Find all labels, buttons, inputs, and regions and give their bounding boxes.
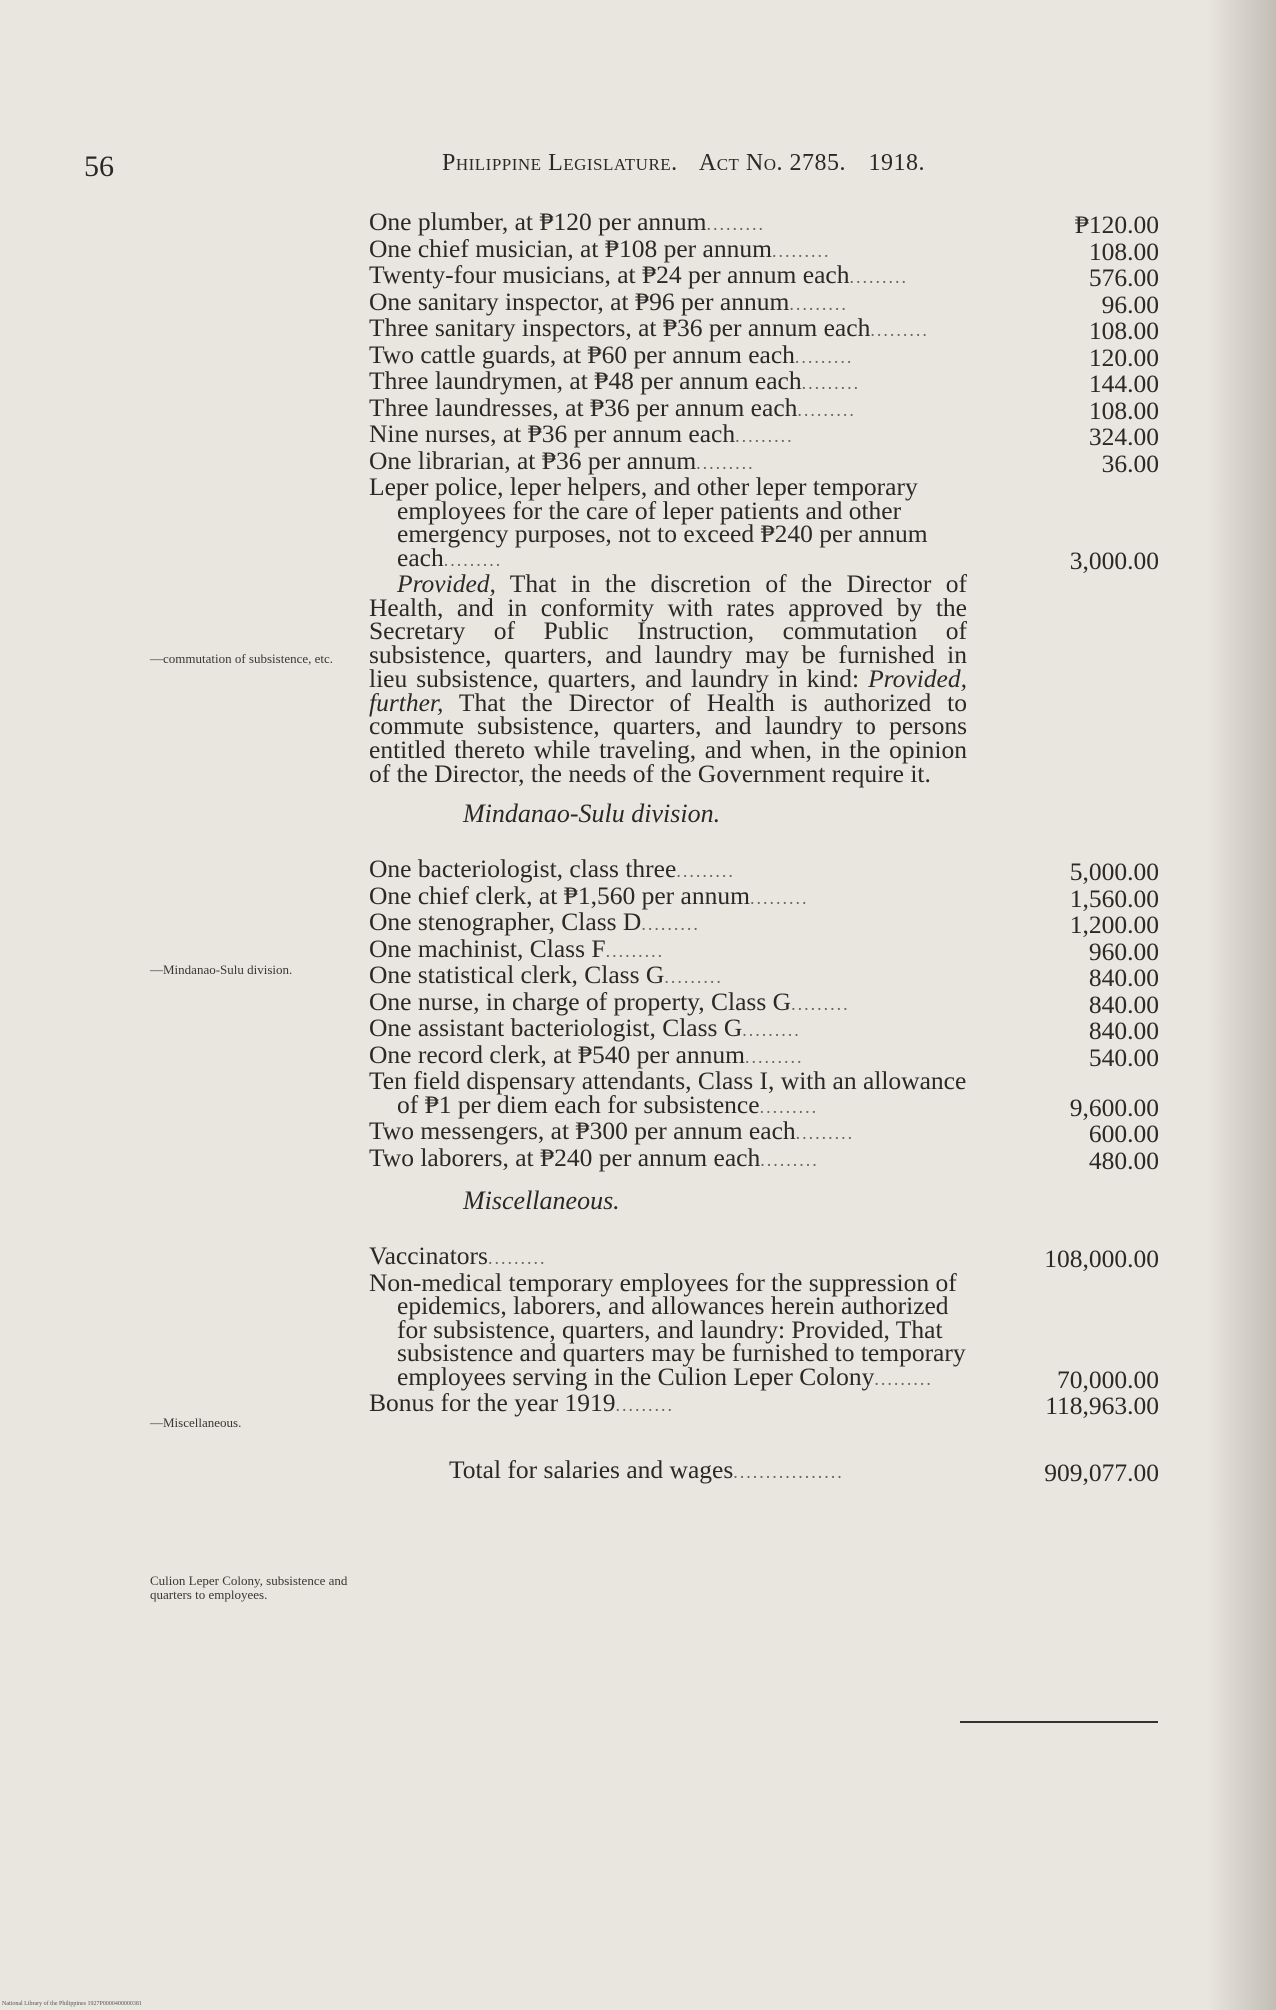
running-head-year: 1918.	[868, 150, 926, 176]
misc-items-list	[369, 1241, 1159, 1421]
misc-item-row	[369, 1388, 1159, 1421]
mindanao-item-row-amount: 5,000.00	[1069, 857, 1159, 887]
mindanao-item-row-text: Two messengers, at ₱300 per annum each.........	[369, 1116, 855, 1146]
mindanao-item-row-amount: 960.00	[1088, 936, 1159, 966]
salary-item-row-text: One librarian, at ₱36 per annum.........	[369, 445, 755, 475]
salary-item-row-text: One sanitary inspector, at ₱96 per annum.........	[369, 286, 848, 316]
misc-item-row	[369, 1267, 1159, 1394]
mindanao-item-row-text: One nurse, in charge of property, Class G.........	[369, 986, 850, 1016]
margin-note-culion: Culion Leper Colony, subsistence and quarters to employees.	[150, 1573, 348, 1602]
salary-item-row-text: Two cattle guards, at ₱60 per annum each.........	[369, 339, 854, 369]
miscellaneous-heading: Miscellaneous.	[463, 1186, 620, 1216]
salary-item-row-amount: 96.00	[1101, 289, 1159, 319]
total-label: Total for salaries and wages.................	[449, 1454, 844, 1484]
misc-item-row-text: Vaccinators.........	[369, 1241, 547, 1271]
salary-item-row-text: One chief musician, at ₱108 per annum.........	[369, 233, 831, 263]
mindanao-item-row-amount: 9,600.00	[1069, 1092, 1159, 1122]
salary-item-row-amount: 36.00	[1101, 448, 1159, 478]
mindanao-item-row-text: One stenographer, Class D.........	[369, 907, 700, 937]
mindanao-item-row	[369, 1142, 1159, 1175]
mindanao-item-row-amount: 840.00	[1088, 1016, 1159, 1046]
misc-item-row-amount: 70,000.00	[1057, 1364, 1159, 1394]
running-head	[442, 150, 941, 177]
misc-item-row-amount: 118,963.00	[1045, 1391, 1159, 1421]
footer-note: National Library of the Philippines 1927P0000400000381	[2, 2001, 142, 2007]
mindanao-item-row-amount: 600.00	[1088, 1119, 1159, 1149]
proviso-paragraph	[369, 569, 967, 788]
misc-item-row-amount: 108,000.00	[1044, 1244, 1159, 1274]
salary-item-row-text: Twenty-four musicians, at ₱24 per annum each.........	[369, 260, 908, 289]
total-rule	[960, 1721, 1158, 1723]
mindanao-item-row-text: One machinist, Class F.........	[369, 933, 665, 963]
mindanao-item-row-text: Ten field dispensary attendants, Class I, with an allowance of ₱1 per diem each for subsistence.........	[369, 1066, 967, 1119]
salary-item-row-amount: 108.00	[1088, 236, 1159, 266]
salary-item-row-amount: 108.00	[1088, 395, 1159, 425]
proviso-text-1: That in the discretion of the Director of Health, and in conformity with rates approved by the Secretary of Public Instruction, commutation of subsistence, quarters, and laundry may be furnished in lieu subsistence, quarters, and laundry in kind:	[369, 569, 967, 693]
salary-item-row-amount: 120.00	[1088, 342, 1159, 372]
mindanao-items-list	[369, 854, 1159, 1175]
mindanao-item-row-text: One chief clerk, at ₱1,560 per annum.........	[369, 880, 809, 910]
running-head-title: Philippine Legislature.	[442, 150, 678, 176]
mindanao-item-row-amount: 540.00	[1088, 1042, 1159, 1072]
mindanao-item-row-amount: 840.00	[1088, 963, 1159, 993]
salary-item-row-amount: 144.00	[1088, 369, 1159, 398]
salary-item-row-amount: 576.00	[1088, 263, 1159, 292]
misc-item-row-text: Bonus for the year 1919.........	[369, 1388, 674, 1418]
mindanao-item-row-amount: 1,560.00	[1069, 883, 1159, 913]
salary-item-row-text: Leper police, leper helpers, and other leper temporary employees for the care of leper patients and other emergency purposes, not to exceed ₱240 per annum each.........	[369, 472, 928, 572]
salary-item-row-text: One plumber, at ₱120 per annum.........	[369, 207, 765, 236]
salary-item-row-text: Three laundrymen, at ₱48 per annum each.........	[369, 366, 861, 395]
mindanao-item-row-amount: 480.00	[1088, 1145, 1159, 1175]
salary-item-row	[369, 472, 1159, 575]
salary-item-row-amount: 3,000.00	[1069, 545, 1159, 575]
total-row	[369, 1454, 1159, 1487]
mindanao-item-row-text: One assistant bacteriologist, Class G.........	[369, 1013, 801, 1043]
running-head-act: Act No. 2785.	[698, 150, 847, 176]
salary-item-row-text: Three sanitary inspectors, at ₱36 per annum each.........	[369, 313, 929, 342]
margin-note-mindanao: —Mindanao-Sulu division.	[150, 962, 293, 977]
salary-item-row-amount: 324.00	[1088, 422, 1159, 451]
mindanao-item-row-amount: 840.00	[1088, 989, 1159, 1019]
page-number: 56	[84, 150, 114, 183]
margin-note-miscellaneous: —Miscellaneous.	[150, 1415, 242, 1430]
salary-item-row-text: Three laundresses, at ₱36 per annum each.........	[369, 392, 856, 422]
mindanao-item-row-text: One record clerk, at ₱540 per annum.........	[369, 1039, 804, 1069]
mindanao-heading: Mindanao-Sulu division.	[463, 799, 721, 829]
salary-item-row-amount: 108.00	[1088, 316, 1159, 345]
mindanao-item-row-text: One statistical clerk, Class G.........	[369, 960, 723, 990]
proviso-lead-2: Provided, further,	[369, 663, 967, 717]
total-amount: 909,077.00	[1044, 1457, 1159, 1487]
mindanao-item-row-amount: 1,200.00	[1069, 910, 1159, 940]
salary-item-row-text: Nine nurses, at ₱36 per annum each.........	[369, 419, 794, 448]
salary-item-row-amount: ₱120.00	[1074, 210, 1159, 239]
proviso-text-2: That the Director of Health is authorized to commute subsistence, quarters, and laundry to persons entitled thereto while traveling, and when, in the opinion of the Director, the needs of the Government require it.	[369, 687, 967, 788]
page-edge-shadow	[1206, 0, 1276, 2010]
mindanao-item-row-text: Two laborers, at ₱240 per annum each.........	[369, 1142, 819, 1172]
margin-note-commutation: —commutation of subsistence, etc.	[150, 651, 334, 666]
mindanao-item-row-text: One bacteriologist, class three.........	[369, 854, 735, 884]
misc-item-row-text: Non-medical temporary employees for the suppression of epidemics, laborers, and allowances herein authorized for subsistence, quarters, and laundry: Provided, That subsistence and quarters may be furnished to temporary employees serving in the Culion Leper Colony.........	[369, 1267, 966, 1391]
body-column	[369, 207, 1159, 1487]
top-items-list	[369, 207, 1159, 575]
proviso-lead: Provided,	[397, 569, 496, 598]
mindanao-item-row	[369, 1066, 1159, 1122]
